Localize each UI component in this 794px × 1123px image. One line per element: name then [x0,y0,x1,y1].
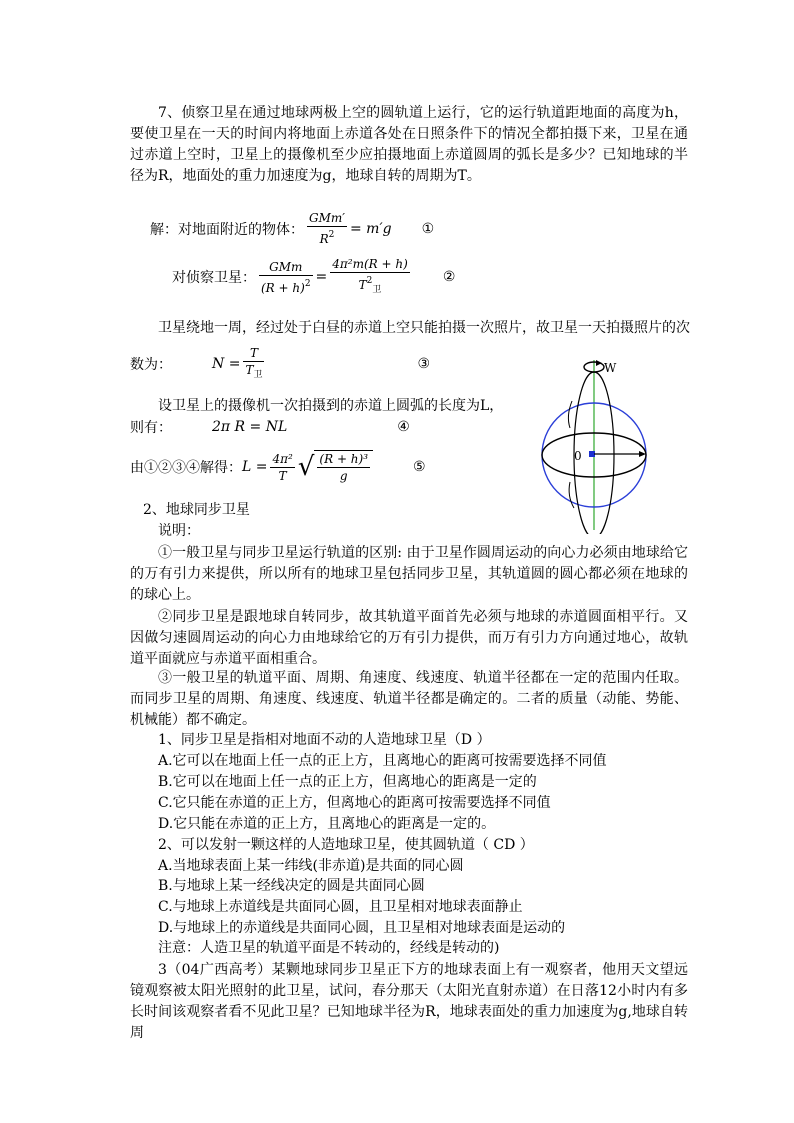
eq3-denominator [243,362,264,383]
eq4-marker: ④ [397,419,410,435]
eq2-marker: ② [442,269,456,285]
eq1-rhs: = m′g [349,220,392,237]
eq5-marker: ⑤ [413,459,426,475]
eq2-subscript: 卫 [372,285,382,295]
q1-option-c: C.它只能在赤道的正上方，但离地心的距离可按需要选择不同值 [158,795,551,811]
q2-stem: 2、可以发射一颗这样的人造地球卫星，使其圆轨道（ CD ） [158,837,534,853]
problem-7-text: 7、侦察卫星在通过地球两极上空的圆轨道上运行，它的运行轨道距地面的高度为h，要使卫星在一天的时间内将地面上赤道各处在日照条件下的情况全都拍摄下来，卫星在通过赤道上空时，卫星上的摄像机至少应拍摄地面上赤道圆周的弧长是多少？已知地球的半径为R，地面处的重力加速度为g，地球自转的周期为T。 [130,105,688,184]
count-prefix: 数为： [130,357,172,373]
eq2-rhs-denominator: $T^2_卫$ [358,276,382,295]
section-2-point-3: ③一般卫星的轨道平面、周期、角速度、线速度、轨道半径都在一定的范围内任取。而同步卫星的周期、角速度、线速度、轨道半径都是确定的。二者的质量（动能、势能、机械能）都不确定。 [130,670,688,728]
have-prefix: 则有： [130,420,172,436]
rotation-arrowhead [596,360,602,366]
section-2-point-2: ②同步卫星是跟地球自转同步，故其轨道平面首先必须与地球的赤道圆面相平行。又因做匀速圆周运动的向心力由地球给它的万有引力提供，而万有引力方向通过地心，故轨道平面就应与赤道平面相重合。 [130,609,688,667]
q2-option-b: B.与地球上某一经线决定的圆是共面同心圆 [158,878,425,894]
eq2-rhs-den-base: T [358,278,367,292]
equation-4 [130,417,410,437]
q2-option-d: D.与地球上的赤道线是共面同心圆，且卫星相对地球表面是运动的 [158,920,566,936]
eq5-fraction [270,451,294,484]
eq5-rad-denominator: g [339,469,348,483]
w-label: W [604,361,617,375]
eq4-body: 2π R = NL [212,419,288,435]
eq5-lhs: L = [242,459,268,475]
section-2-heading: 2、地球同步卫星 [143,502,250,518]
section-2-point-1: ①一般卫星与同步卫星运行轨道的区别: 由于卫星作圆周运动的向心力必须由地球给它的万有引力来提供，所以所有的地球卫星包括同步卫星，其轨道圆的圆心都必须在地球的的球心上。 [130,545,688,603]
arc-paragraph: 设卫星上的摄像机一次拍摄到的赤道上圆弧的长度为L， [158,398,504,414]
eq3-den-base: T [245,363,254,377]
eq3-lhs: N = [212,356,241,372]
meridian-back-arc-top [568,401,572,428]
eq5-numerator: 4π² [272,451,293,466]
eq3-fraction [243,345,264,383]
o-label: 0 [574,449,582,463]
eq3-marker: ③ [417,356,431,372]
eq1-denominator: $R^2$ [319,230,335,246]
eq2-rhs-fraction [330,256,410,298]
q1-option-a: A.它可以在地面上任一点的正上方，且离地心的距离可按需要选择不同值 [158,753,607,769]
eq2-rhs-numerator: 4π²m(R + h) [332,257,408,271]
eq5-denominator: T [278,468,287,483]
eq3-numerator: T [243,345,264,362]
eq2-numerator: GMm [259,259,313,276]
eq5-rad-numerator: (R + h)³ [319,452,369,466]
eq1-fraction [307,210,347,247]
solve-prefix: 由①②③④解得： [130,460,242,476]
eq2-lhs-fraction [259,259,313,296]
eq1-numerator: GMm′ [309,211,345,225]
meridian-back-arc-bottom [569,482,574,508]
earth-orbit-diagram [536,356,656,534]
q1-option-d: D.它只能在赤道的正上方，且离地心的距离是一定的。 [158,816,496,832]
equation-3 [130,345,430,383]
eq3-subscript: 卫 [253,370,263,380]
eq2-denominator: $(R + h)^2$ [261,278,311,295]
equation-1 [150,210,434,247]
eq2-den-base: (R + h) [261,280,305,295]
equation-5 [130,450,426,484]
q2-option-c: C.与地球上赤道线是共面同心圆，且卫星相对地球表面静止 [158,899,523,915]
eq5-sqrt: √ $\frac{\text{(R + h)³}}{g}$ [298,450,373,484]
q2-note: 注意：人造卫星的轨道平面是不转动的，经线是转动的) [158,940,500,956]
q1-stem: 1、同步卫星是指相对地面不动的人造地球卫星（D ） [158,732,491,748]
eq1-den-base: R [319,232,329,246]
spy-prefix: 对侦察卫星： [172,270,256,286]
equation-2: 对侦察卫星： $\frac{\text{GMm}}{(R + h)^2}$ = $\frac{\text{4π²m(R + h)}}{T^2_卫}$ ② [172,256,455,298]
q3-text: 3（04广西高考）某颗地球同步卫星正下方的地球表面上有一观察者，他用天文望远镜观察被太阳光照射的此卫星，试问，春分那天（太阳光直射赤道）在日落12小时内有多长时间该观察者看不见此卫星？已知地球半径为R，地球表面处的重力加速度为g,地球自转周 [130,962,688,1041]
eq1-marker: ① [421,220,435,237]
eq5-radicand [317,451,370,484]
section-2-note: 说明： [158,523,200,539]
q1-option-b: B.它可以在地面上任一点的正上方，但离地心的距离是一定的 [158,774,537,790]
solution-prefix: 解：对地面附近的物体： [150,221,304,238]
q2-option-a: A.当地球表面上某一纬线(非赤道)是共面的同心圆 [158,858,464,874]
orbit-paragraph: 卫星绕地一周，经过处于白昼的赤道上空只能拍摄一次照片，故卫星一天拍摄照片的次 [158,320,690,336]
